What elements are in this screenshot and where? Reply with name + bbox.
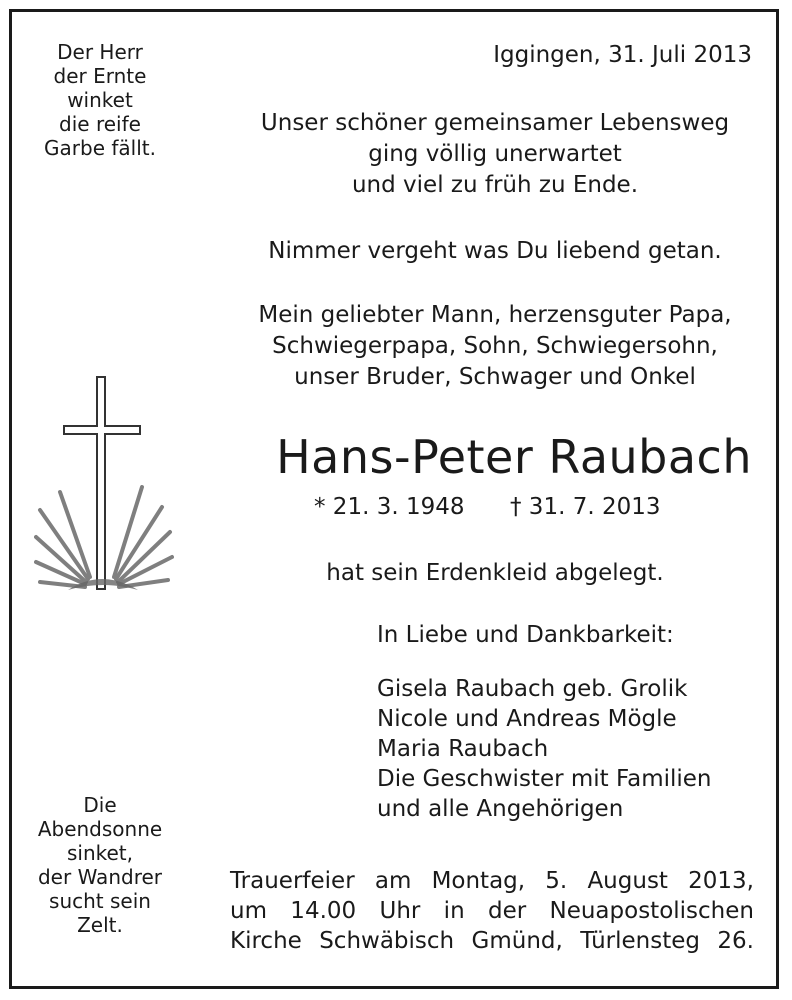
verse-line: Der Herr: [57, 40, 143, 64]
service-line: um 14.00 Uhr in der Neuapostolischen: [230, 898, 754, 924]
verse-line: sucht sein: [49, 889, 151, 913]
verse-top: [30, 40, 170, 160]
mourner-line: Die Geschwister mit Familien: [377, 766, 712, 792]
mourner-line: und alle Angehörigen: [377, 796, 624, 822]
mourner-line: Gisela Raubach geb. Grolik: [377, 676, 688, 702]
deceased-name: Hans-Peter Raubach: [276, 430, 752, 484]
verse-line: Zelt.: [77, 913, 123, 937]
death-date: † 31. 7. 2013: [510, 494, 661, 520]
cross-with-rays-icon: [30, 372, 180, 602]
intro-line: und viel zu früh zu Ende.: [351, 172, 639, 198]
passing-text: hat sein Erdenkleid abgelegt.: [326, 560, 664, 586]
relation-line: Mein geliebter Mann, herzensguter Papa,: [258, 302, 732, 328]
service-line: Kirche Schwäbisch Gmünd, Türlensteg 26.: [230, 928, 754, 954]
verse-line: Die: [83, 793, 117, 817]
verse-line: Garbe fällt.: [44, 136, 156, 160]
verse-line: winket: [67, 88, 133, 112]
verse-bottom: [30, 793, 170, 937]
quote: Nimmer vergeht was Du liebend getan.: [268, 238, 722, 264]
intro-text: [230, 108, 760, 201]
mourner-line: Maria Raubach: [377, 736, 549, 762]
verse-line: Abendsonne: [37, 817, 163, 841]
service-line: Trauerfeier am Montag, 5. August 2013,: [230, 868, 754, 894]
relation-line: unser Bruder, Schwager und Onkel: [294, 364, 696, 390]
verse-line: der Ernte: [53, 64, 147, 88]
relation-line: Schwiegerpapa, Sohn, Schwiegersohn,: [272, 333, 718, 359]
relation-text: [230, 300, 760, 393]
mourner-line: Nicole und Andreas Mögle: [377, 706, 677, 732]
intro-line: ging völlig unerwartet: [368, 141, 622, 167]
verse-line: sinket,: [66, 841, 134, 865]
closing-phrase: In Liebe und Dankbarkeit:: [377, 622, 674, 648]
verse-line: die reife: [59, 112, 141, 136]
place-date: Iggingen, 31. Juli 2013: [493, 42, 752, 68]
verse-line: der Wandrer: [37, 865, 162, 889]
service-info: [230, 866, 754, 956]
intro-line: Unser schöner gemeinsamer Lebensweg: [260, 110, 730, 136]
mourners-list: [377, 674, 712, 824]
birth-date: * 21. 3. 1948: [314, 494, 465, 520]
